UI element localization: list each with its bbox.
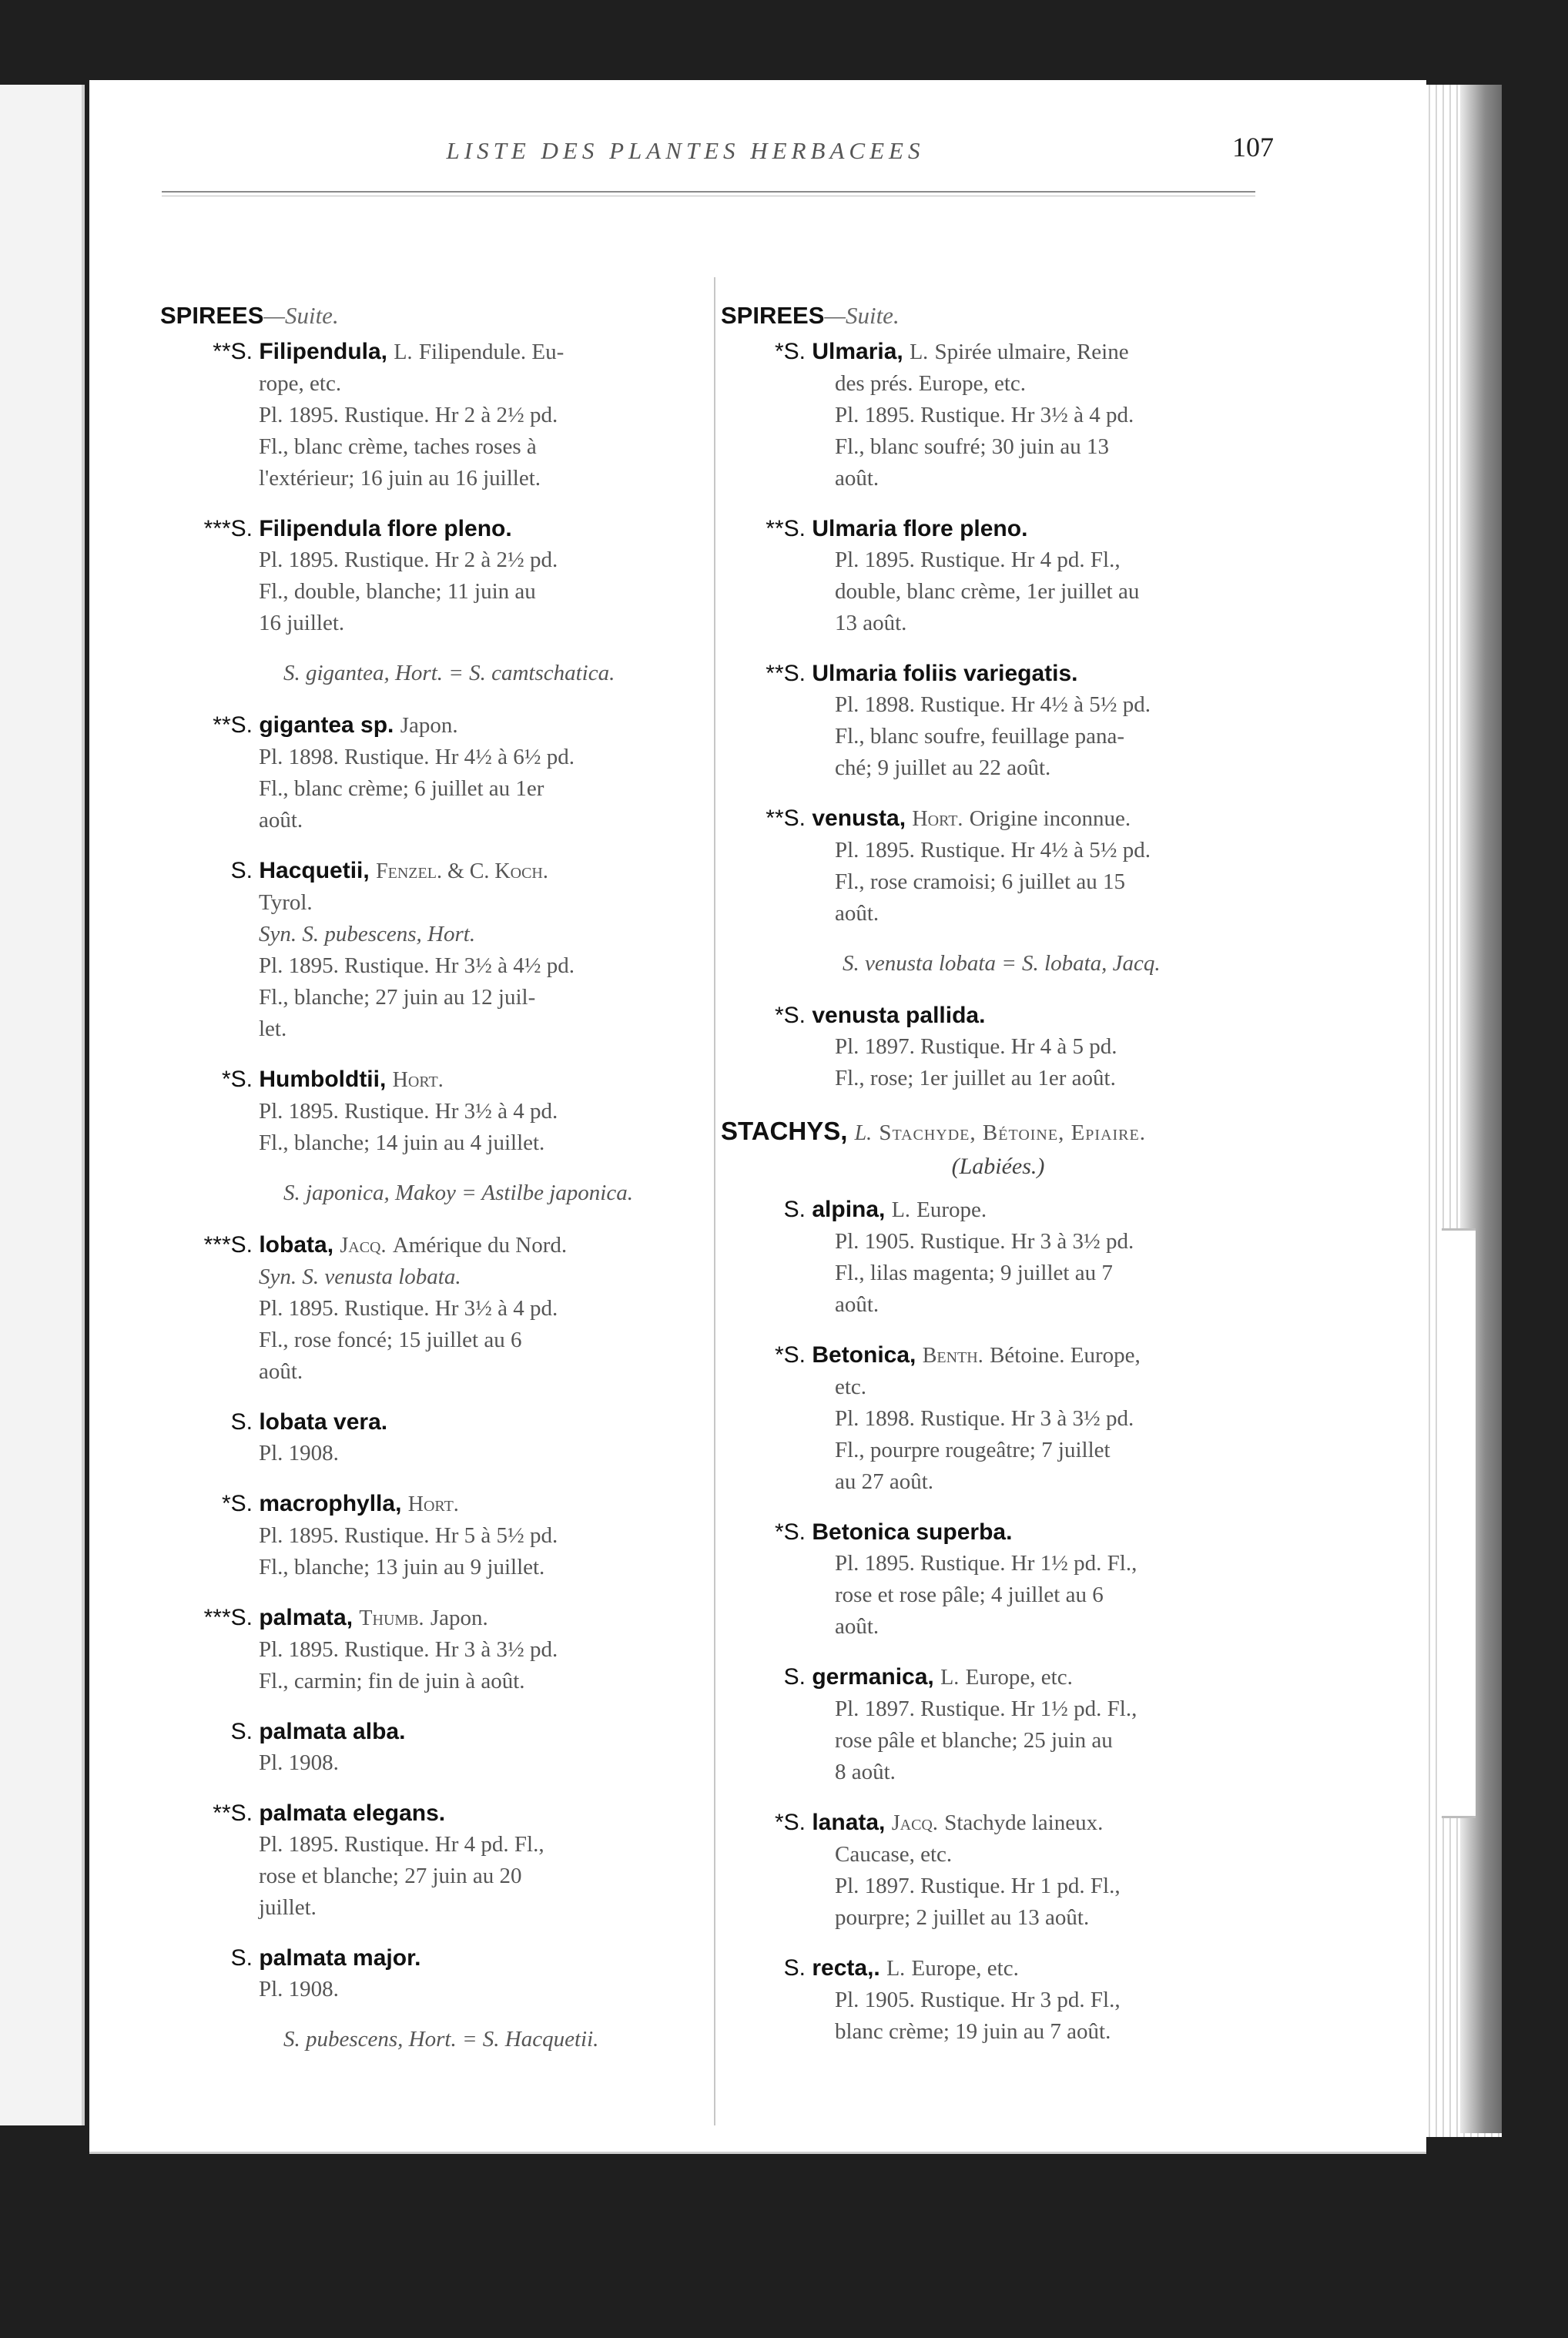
species-name: Filipendula,: [259, 339, 388, 364]
entry-detail-line: août.: [835, 466, 879, 491]
entry-detail-line: Fl., rose; 1er juillet au 1er août.: [835, 1066, 1116, 1090]
species-description: Europe.: [916, 1197, 987, 1222]
species-name: Ulmaria foliis variegatis.: [812, 661, 1078, 686]
species-author: Fenzel. & C. Koch.: [376, 859, 548, 883]
section-name: SPIREES: [160, 302, 264, 329]
entry-detail-line: pourpre; 2 juillet au 13 août.: [835, 1905, 1090, 1930]
cross-reference: S. venusta lobata = S. lobata, Jacq.: [843, 951, 1161, 976]
species-description: Bétoine. Europe,: [990, 1343, 1141, 1368]
entry-detail-line: Fl., blanc crème, taches roses à: [259, 434, 537, 459]
species-author: L.: [886, 1957, 906, 1981]
cross-reference: S. japonica, Makoy = Astilbe japonica.: [283, 1181, 633, 1205]
species-name: gigantea sp.: [259, 712, 394, 738]
entry-detail-line: Fl., rose foncé; 15 juillet au 6: [259, 1328, 522, 1352]
species-heading: [160, 1602, 707, 1634]
entry-detail-line: Pl. 1908.: [259, 1977, 339, 2001]
species-author: Jacq.: [340, 1234, 387, 1258]
rating-stars: S.: [230, 1719, 253, 1744]
species-heading: [721, 336, 1275, 368]
entry-detail-line: rose pâle et blanche; 25 juin au: [835, 1728, 1113, 1753]
species-author: Thumb.: [359, 1606, 424, 1630]
species-description: Origine inconnue.: [969, 806, 1131, 831]
rating-stars: *S.: [774, 339, 806, 364]
entry-detail-line: Pl. 1895. Rustique. Hr 3½ à 4 pd.: [259, 1099, 558, 1124]
entry-detail-line: etc.: [835, 1375, 867, 1399]
entry-detail-line: Fl., blanche; 13 juin au 9 juillet.: [259, 1555, 545, 1579]
species-author: Hort.: [912, 807, 963, 831]
right-entries: [721, 336, 1275, 1094]
rating-stars: S.: [783, 1197, 806, 1222]
entry-detail-line: août.: [259, 1359, 303, 1384]
entry-detail-line: août.: [259, 808, 303, 832]
species-heading: [721, 1000, 1275, 1031]
page-number: 107: [1232, 132, 1274, 162]
rating-stars: **S.: [213, 712, 253, 738]
species-heading: [160, 709, 707, 742]
species-name: Humboldtii,: [259, 1067, 387, 1092]
entry-detail-line: l'extérieur; 16 juin au 16 juillet.: [259, 466, 541, 491]
species-heading: [721, 1194, 1275, 1226]
rating-stars: S.: [230, 858, 253, 883]
species-entry: [160, 1942, 707, 2005]
species-heading: [160, 1797, 707, 1829]
entry-detail-line: Pl. 1908.: [259, 1441, 339, 1465]
rating-stars: *S.: [774, 1342, 806, 1368]
species-heading: [721, 802, 1275, 835]
species-entry: [721, 1194, 1275, 1321]
entry-detail-line: Pl. 1895. Rustique. Hr 2 à 2½ pd.: [259, 548, 558, 572]
species-heading: [721, 1339, 1275, 1372]
species-name: alpina,: [812, 1197, 886, 1222]
section-suite: —Suite.: [263, 302, 339, 329]
species-entry: [160, 1406, 707, 1469]
species-name: germanica,: [812, 1664, 934, 1690]
species-heading: [721, 1516, 1275, 1548]
rating-stars: S.: [783, 1664, 806, 1690]
species-heading: [160, 1063, 707, 1096]
species-entry: [721, 1952, 1275, 2048]
species-name: venusta pallida.: [812, 1003, 986, 1028]
species-author: Hort.: [392, 1068, 444, 1092]
species-name: Ulmaria,: [812, 339, 903, 364]
entry-detail-line: Pl. 1895. Rustique. Hr 5 à 5½ pd.: [259, 1523, 558, 1548]
rating-stars: S.: [230, 1409, 253, 1435]
species-author: Hort.: [407, 1492, 459, 1516]
rating-stars: *S.: [774, 1003, 806, 1028]
genus-common-names: Stachyde, Bétoine, Epiaire.: [879, 1120, 1146, 1145]
species-author: L.: [891, 1198, 910, 1222]
species-entry: [160, 709, 707, 836]
species-author: Jacq.: [891, 1811, 938, 1835]
left-column: [160, 300, 707, 2075]
species-heading: [160, 1229, 707, 1261]
entry-detail-line: Tyrol.: [259, 890, 313, 915]
entry-detail-line: 13 août.: [835, 611, 907, 635]
species-heading: [721, 658, 1275, 689]
entry-detail-line: Fl., rose cramoisi; 6 juillet au 15: [835, 869, 1125, 894]
species-name: palmata alba.: [259, 1719, 406, 1744]
rating-stars: ***S.: [203, 516, 253, 541]
book-edge-shadow: [1460, 85, 1502, 2133]
entry-detail-line: Pl. 1898. Rustique. Hr 3 à 3½ pd.: [835, 1406, 1134, 1431]
entry-detail-line: Fl., blanc soufre, feuillage pana-: [835, 724, 1125, 749]
entry-detail-line: Fl., double, blanche; 11 juin au: [259, 579, 536, 604]
species-name: palmata major.: [259, 1945, 421, 1971]
entry-detail-line: Pl. 1895. Rustique. Hr 3 à 3½ pd.: [259, 1637, 558, 1662]
entry-detail-line: Pl. 1898. Rustique. Hr 4½ à 6½ pd.: [259, 745, 575, 769]
section-heading: [160, 300, 707, 331]
species-author: L.: [910, 340, 929, 364]
species-name: lobata vera.: [259, 1409, 388, 1435]
species-heading: [160, 1488, 707, 1520]
header-rule: [162, 191, 1255, 193]
entry-detail-line: Fl., blanc soufré; 30 juin au 13: [835, 434, 1110, 459]
species-description: Japon.: [400, 713, 458, 738]
species-name: Ulmaria flore pleno.: [812, 516, 1028, 541]
entry-detail-line: Pl. 1898. Rustique. Hr 4½ à 5½ pd.: [835, 692, 1151, 717]
rating-stars: ***S.: [203, 1232, 253, 1258]
species-heading: [160, 513, 707, 544]
species-description: Filipendule. Eu-: [418, 340, 565, 364]
entry-detail-line: Caucase, etc.: [835, 1842, 953, 1867]
entry-detail-line: Fl., blanche; 14 juin au 4 juillet.: [259, 1130, 545, 1155]
entry-detail-line: rose et blanche; 27 juin au 20: [259, 1864, 522, 1888]
entry-detail-line: 8 août.: [835, 1760, 896, 1784]
species-name: Betonica,: [812, 1342, 916, 1368]
species-entry: [721, 336, 1275, 494]
synonym-line: Syn. S. venusta lobata.: [259, 1264, 461, 1289]
entry-detail-line: juillet.: [259, 1895, 317, 1920]
rating-stars: *S.: [774, 1519, 806, 1545]
species-heading: [721, 513, 1275, 544]
section-name: SPIREES: [721, 302, 825, 329]
entry-detail-line: Pl. 1908.: [259, 1750, 339, 1775]
rating-stars: **S.: [766, 806, 806, 831]
species-heading: [160, 1942, 707, 1974]
entry-detail-line: Fl., blanche; 27 juin au 12 juil-: [259, 985, 536, 1010]
entry-detail-line: août.: [835, 1292, 879, 1317]
genus-heading-stachys: [721, 1116, 1275, 1149]
species-description: Europe, etc.: [965, 1665, 1073, 1690]
species-entry: [721, 1339, 1275, 1498]
species-heading: [160, 1406, 707, 1438]
species-heading: [721, 1661, 1275, 1693]
species-name: macrophylla,: [259, 1491, 402, 1516]
rating-stars: *S.: [221, 1067, 253, 1092]
entry-detail-line: Pl. 1897. Rustique. Hr 4 à 5 pd.: [835, 1034, 1117, 1059]
section-heading: [721, 300, 1275, 331]
rating-stars: **S.: [766, 516, 806, 541]
species-name: palmata,: [259, 1605, 353, 1630]
species-name: venusta,: [812, 806, 906, 831]
entry-detail-line: au 27 août.: [835, 1469, 934, 1494]
entry-detail-line: Pl. 1905. Rustique. Hr 3 à 3½ pd.: [835, 1229, 1134, 1254]
rating-stars: S.: [230, 1945, 253, 1971]
rating-stars: *S.: [221, 1491, 253, 1516]
left-entries: [160, 336, 707, 2055]
species-description: Japon.: [430, 1606, 488, 1630]
species-entry: [160, 1229, 707, 1388]
entry-detail-line: août.: [835, 1614, 879, 1639]
genus-name: STACHYS,: [721, 1117, 848, 1145]
species-description: Europe, etc.: [911, 1956, 1019, 1981]
entry-detail-line: 16 juillet.: [259, 611, 345, 635]
species-entry: [721, 1807, 1275, 1934]
species-description: Spirée ulmaire, Reine: [934, 340, 1129, 364]
entry-detail-line: Fl., carmin; fin de juin à août.: [259, 1669, 525, 1693]
species-entry: [160, 1602, 707, 1697]
entry-detail-line: let.: [259, 1017, 287, 1041]
entry-detail-line: Pl. 1895. Rustique. Hr 3½ à 4½ pd.: [259, 953, 575, 978]
species-name: recta,.: [812, 1955, 880, 1981]
species-entry: [721, 1516, 1275, 1643]
rating-stars: *S.: [774, 1810, 806, 1835]
entry-detail-line: août.: [835, 901, 879, 926]
running-header: LISTE DES PLANTES HERBACEES: [446, 137, 925, 164]
rating-stars: S.: [783, 1955, 806, 1981]
family-name: (Labiées.): [951, 1154, 1045, 1179]
species-name: Filipendula flore pleno.: [259, 516, 512, 541]
species-name: Hacquetii,: [259, 858, 370, 883]
entry-detail-line: blanc crème; 19 juin au 7 août.: [835, 2019, 1111, 2044]
column-divider: [714, 277, 715, 2125]
entry-detail-line: Pl. 1895. Rustique. Hr 2 à 2½ pd.: [259, 403, 558, 427]
species-name: lanata,: [812, 1810, 886, 1835]
species-heading: [160, 336, 707, 368]
entry-detail-line: Fl., pourpre rougeâtre; 7 juillet: [835, 1438, 1111, 1462]
entry-detail-line: Pl. 1905. Rustique. Hr 3 pd. Fl.,: [835, 1988, 1121, 2012]
entry-detail-line: Pl. 1895. Rustique. Hr 4 pd. Fl.,: [835, 548, 1121, 572]
species-entry: [160, 1063, 707, 1159]
species-entry: [721, 513, 1275, 639]
entry-detail-line: Pl. 1895. Rustique. Hr 3½ à 4 pd.: [835, 403, 1134, 427]
entry-detail-line: Pl. 1895. Rustique. Hr 4 pd. Fl.,: [259, 1832, 544, 1857]
species-heading: [721, 1807, 1275, 1839]
species-entry: [721, 1000, 1275, 1094]
species-name: lobata,: [259, 1232, 334, 1258]
species-heading: [721, 1952, 1275, 1985]
adjacent-page-edge: [0, 85, 85, 2125]
entry-detail-line: ché; 9 juillet au 22 août.: [835, 755, 1051, 780]
entry-detail-line: Fl., blanc crème; 6 juillet au 1er: [259, 776, 544, 801]
species-entry: [721, 802, 1275, 930]
species-entry: [160, 1716, 707, 1779]
entry-detail-line: Pl. 1897. Rustique. Hr 1 pd. Fl.,: [835, 1874, 1121, 1898]
entry-detail-line: Pl. 1897. Rustique. Hr 1½ pd. Fl.,: [835, 1697, 1137, 1721]
species-heading: [160, 855, 707, 887]
species-author: L.: [394, 340, 413, 364]
species-heading: [160, 1716, 707, 1747]
entry-detail-line: Fl., lilas magenta; 9 juillet au 7: [835, 1261, 1113, 1285]
species-entry: [721, 1661, 1275, 1788]
page-tab-marker: [1442, 1228, 1476, 1818]
entry-detail-line: Pl. 1895. Rustique. Hr 3½ à 4 pd.: [259, 1296, 558, 1321]
species-author: Benth.: [922, 1344, 983, 1368]
species-entry: [721, 658, 1275, 784]
right-column: [721, 300, 1275, 2066]
cross-reference: S. pubescens, Hort. = S. Hacquetii.: [283, 2027, 599, 2052]
genus-author: L.: [854, 1121, 873, 1145]
entry-detail-line: Pl. 1895. Rustique. Hr 1½ pd. Fl.,: [835, 1551, 1137, 1576]
species-entry: [160, 336, 707, 494]
entry-detail-line: des prés. Europe, etc.: [835, 371, 1027, 396]
species-description: Stachyde laineux.: [944, 1810, 1104, 1835]
species-entry: [160, 1488, 707, 1583]
species-name: palmata elegans.: [259, 1800, 446, 1826]
species-description: Amérique du Nord.: [392, 1233, 568, 1258]
species-entry: [160, 855, 707, 1045]
entry-detail-line: double, blanc crème, 1er juillet au: [835, 579, 1140, 604]
entry-detail-line: Pl. 1895. Rustique. Hr 4½ à 5½ pd.: [835, 838, 1151, 863]
rating-stars: ***S.: [203, 1605, 253, 1630]
right-entries-stachys: [721, 1194, 1275, 2048]
section-suite: —Suite.: [824, 302, 900, 329]
rating-stars: **S.: [213, 1800, 253, 1826]
synonym-line: Syn. S. pubescens, Hort.: [259, 922, 476, 946]
species-author: L.: [940, 1666, 960, 1690]
rating-stars: **S.: [213, 339, 253, 364]
species-name: Betonica superba.: [812, 1519, 1013, 1545]
rating-stars: **S.: [766, 661, 806, 686]
cross-reference: S. gigantea, Hort. = S. camtschatica.: [283, 661, 615, 685]
entry-detail-line: rope, etc.: [259, 371, 342, 396]
entry-detail-line: rose et rose pâle; 4 juillet au 6: [835, 1583, 1104, 1607]
species-entry: [160, 513, 707, 639]
species-entry: [160, 1797, 707, 1924]
